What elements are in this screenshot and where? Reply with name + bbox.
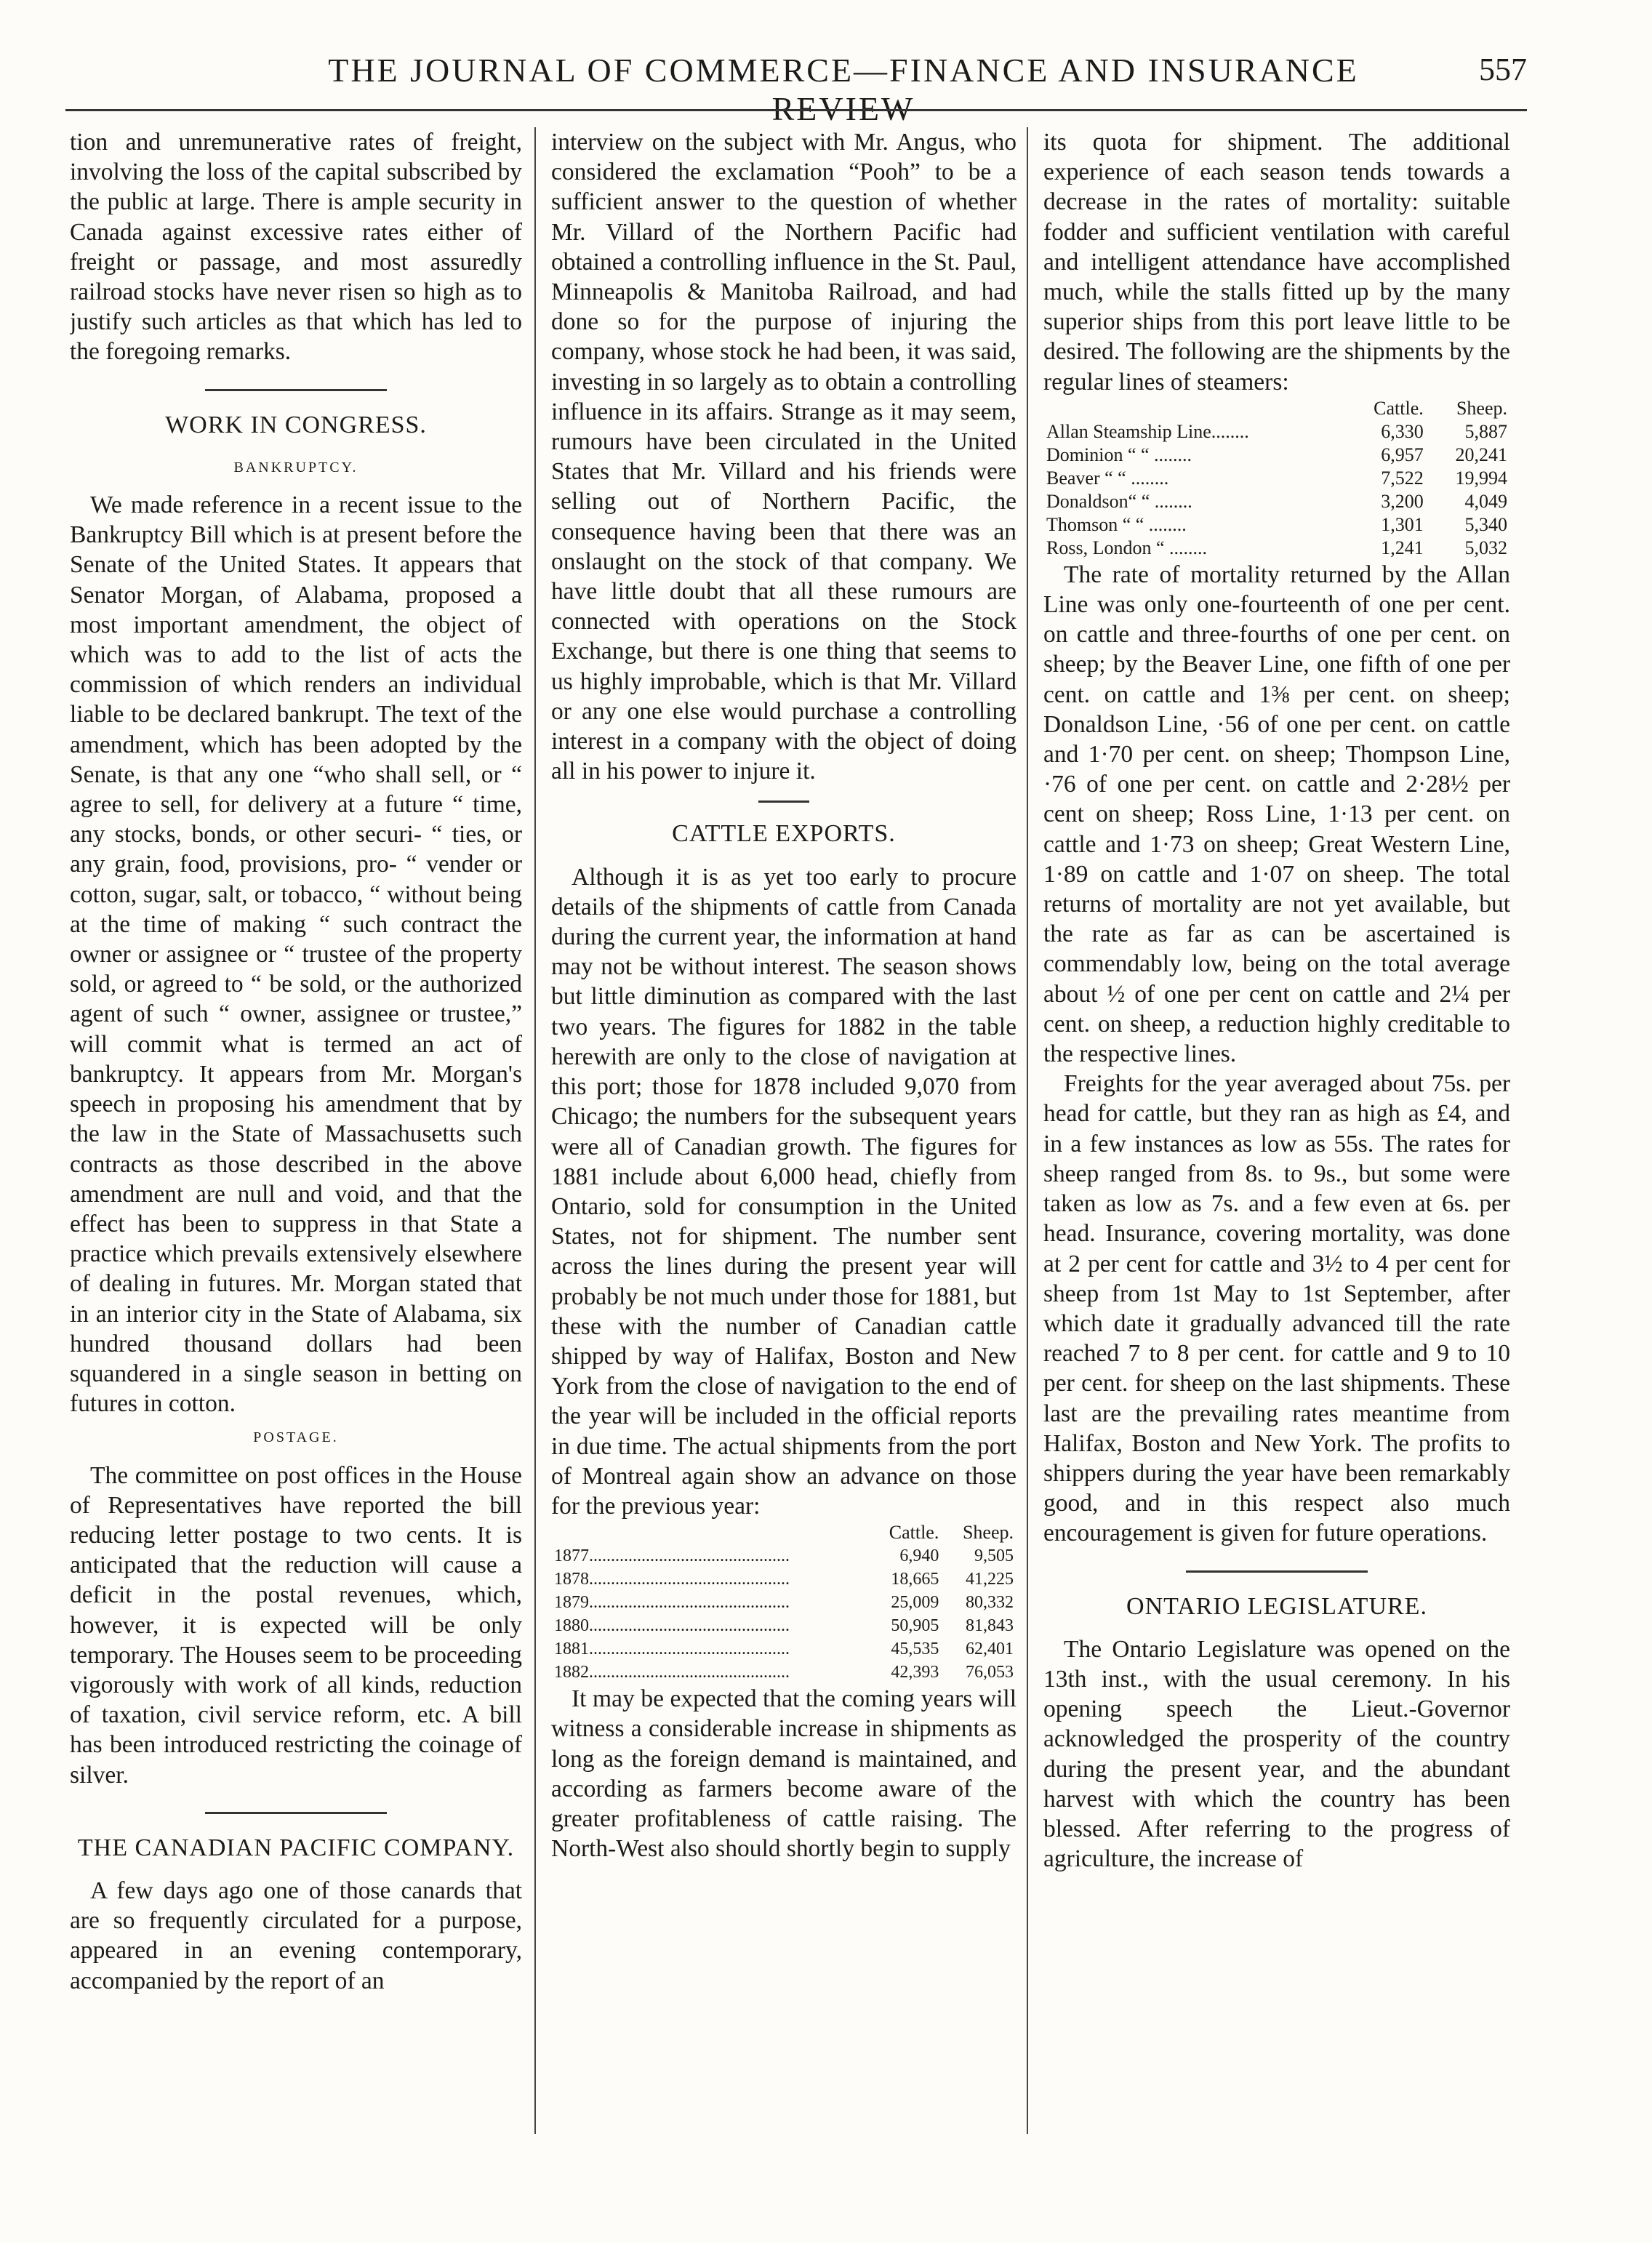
sheep-cell: 62,401 bbox=[966, 1640, 1014, 1659]
cattle-cell: 6,957 bbox=[1381, 444, 1424, 465]
line-name-cell: Donaldson“ “ ........ bbox=[1046, 490, 1192, 512]
table-header-row bbox=[1043, 397, 1510, 420]
table-row bbox=[1043, 420, 1510, 444]
section-separator bbox=[758, 801, 809, 803]
cattle-cell: 42,393 bbox=[891, 1663, 939, 1682]
sheep-cell: 20,241 bbox=[1455, 444, 1507, 465]
year-cell: 1880.............................................. bbox=[554, 1616, 790, 1636]
cattle-cell: 6,940 bbox=[899, 1546, 939, 1566]
year-cell: 1882.............................................. bbox=[554, 1663, 790, 1682]
year-cell: 1881.............................................. bbox=[554, 1640, 790, 1659]
table-row bbox=[551, 1591, 1017, 1614]
cattle-cell: 18,665 bbox=[891, 1570, 939, 1589]
sheep-cell: 5,887 bbox=[1464, 420, 1507, 442]
table-row bbox=[1043, 513, 1510, 537]
table-row bbox=[1043, 490, 1510, 513]
cattle-continued-paragraph: its quota for shipment. The additional experience of each season tends towards a decrease in the rates of mortality: suitable fodder and sufficient ventilation with careful and intelligent attendance have accomplished much, while the stalls fitted up by the many superior ships from this port leave little to be desired. The following are the shipments by the regular lines of steamers: bbox=[1043, 129, 1510, 396]
column-2 bbox=[551, 127, 1017, 2192]
canadian-pacific-heading: THE CANADIAN PACIFIC COMPANY. bbox=[77, 1834, 515, 1861]
column-1 bbox=[70, 127, 522, 2192]
sheep-column-header: Sheep. bbox=[962, 1522, 1014, 1544]
after-table-paragraph: It may be expected that the coming years will witness a considerable increase in shipments as long as the foreign demand is maintained, and according as farmers become aware of the greater profitableness of cattle raising. The North-West also should shortly begin to supply bbox=[551, 1685, 1017, 1863]
steamship-lines-table bbox=[1043, 397, 1510, 560]
bankruptcy-paragraph: We made reference in a recent issue to the Bankruptcy Bill which is at present before the Senate of the United States. It appears that Senator Morgan, of Alabama, proposed a most important amendment, the object of which was to add to the list of acts the commission of which renders an individual liable to be declared bankrupt. The text of the amendment, which has been adopted by the Senate, is that any one “who shall sell, or “ agree to sell, for delivery at a future “ time, any stocks, bonds, or other securi- “ ties, or any grain, food, provisions, pro- “ vender or cotton, sugar, salt, or tobacco, “ without being at the time of making “ such contract the owner or assignee or “ trustee of the property sold, or agreed to “ be sold, or the authorized agent of such “ owner, assignee or trustee,” will commit what is termed an act of bankruptcy. It appears from Mr. Morgan's speech in proposing his amendment that by the law in the State of Massachusetts such contracts as those described in the above amendment are null and void, and that the effect has been to suppress in that State a practice which prevails extensively elsewhere of dealing in futures. Mr. Morgan stated that in an interior city in the State of Alabama, six hundred thousand dollars had been squandered in a single season in betting on futures in cotton. bbox=[70, 491, 522, 1418]
line-name-cell: Allan Steamship Line........ bbox=[1046, 420, 1249, 442]
sheep-cell: 19,994 bbox=[1455, 467, 1507, 489]
cattle-cell: 1,301 bbox=[1381, 513, 1424, 535]
line-name-cell: Dominion “ “ ........ bbox=[1046, 444, 1192, 465]
postage-subheading: POSTAGE. bbox=[253, 1429, 339, 1446]
table-row bbox=[1043, 537, 1510, 560]
table-row bbox=[551, 1661, 1017, 1684]
header-rule bbox=[65, 109, 1527, 111]
cattle-cell: 25,009 bbox=[891, 1593, 939, 1613]
sheep-cell: 9,505 bbox=[974, 1546, 1014, 1566]
cattle-exports-heading: CATTLE EXPORTS. bbox=[672, 820, 896, 848]
sheep-cell: 41,225 bbox=[966, 1570, 1014, 1589]
sheep-cell: 80,332 bbox=[966, 1593, 1014, 1613]
journal-title: THE JOURNAL OF COMMERCE—FINANCE AND INSURANCE REVIEW bbox=[328, 52, 1359, 127]
intro-paragraph: tion and unremunerative rates of freight, involving the loss of the capital subscribed by the public at large. There is ample security in Canada against excessive rates either of freight or passage, and most assuredly railroad stocks have never risen so high as to justify such articles as that which has led to the foregoing remarks. bbox=[70, 129, 522, 366]
table-row bbox=[551, 1614, 1017, 1637]
line-name-cell: Ross, London “ ........ bbox=[1046, 537, 1207, 558]
page-header bbox=[65, 51, 1527, 127]
cattle-cell: 6,330 bbox=[1381, 420, 1424, 442]
line-column-header bbox=[1043, 397, 1346, 420]
column-divider-2 bbox=[1027, 127, 1028, 2134]
cattle-cell: 7,522 bbox=[1381, 467, 1424, 489]
sheep-column-header: Sheep. bbox=[1456, 397, 1507, 419]
year-column-header bbox=[551, 1521, 869, 1544]
work-in-congress-heading: WORK IN CONGRESS. bbox=[165, 411, 427, 438]
bankruptcy-subheading: BANKRUPTCY. bbox=[233, 459, 358, 476]
ontario-legislature-paragraph: The Ontario Legislature was opened on the 13th inst., with the usual ceremony. In his opening speech the Lieut.-Governor acknowledged the prosperity of the country during the present year, and the abundant harvest with which the country has been blessed. After referring to the progress of agriculture, the increase of bbox=[1043, 1635, 1510, 1873]
ontario-legislature-heading: ONTARIO LEGISLATURE. bbox=[1126, 1592, 1427, 1620]
cattle-column-header: Cattle. bbox=[1374, 397, 1424, 419]
sheep-cell: 5,032 bbox=[1464, 537, 1507, 558]
cattle-exports-paragraph: Although it is as yet too early to procure details of the shipments of cattle from Canada during the current year, the information at hand may not be without interest. The season shows but little diminution as compared with the last two years. The figures for 1882 in the table herewith are only to the close of navigation at this port; those for 1878 included 9,070 from Chicago; the numbers for the subsequent years were all of Canadian growth. The figures for 1881 include about 6,000 head, chiefly from Ontario, sold for consumption in the United States, not for shipment. The number sent across the lines during the present year will probably be not much under those for 1881, but these with the number of Canadian cattle shipped by way of Halifax, Boston and New York from the close of navigation to the end of the year will be included in the official reports in due time. The actual shipments from the port of Montreal again show an advance on those for the previous year: bbox=[551, 863, 1017, 1520]
page-number: 557 bbox=[1479, 52, 1527, 87]
year-cell: 1877.............................................. bbox=[554, 1546, 790, 1566]
column-3 bbox=[1043, 127, 1510, 2192]
table-header-row bbox=[551, 1521, 1017, 1544]
freights-paragraph: Freights for the year averaged about 75s. per head for cattle, but they ran as high as £4, and in a few instances as low as 55s. The rates for sheep ranged from 8s. to 9s., but some were taken as low as 7s. and a few even at 6s. per head. Insurance, covering mortality, was done at 2 per cent for cattle and 3½ to 4 per cent for sheep from 1st May to 1st September, after which date it gradually advanced till the rate reached 7 to 8 per cent. for cattle and 9 to 10 per cent. for sheep on the last shipments. These last are the prevailing rates meantime from Halifax, Boston and New York. The profits to shippers during the year have been remarkably good, and in this respect also much encouragement is given for future operations. bbox=[1043, 1070, 1510, 1547]
table-row bbox=[1043, 444, 1510, 467]
sheep-cell: 81,843 bbox=[966, 1616, 1014, 1636]
year-cell: 1879.............................................. bbox=[554, 1593, 790, 1613]
sheep-cell: 76,053 bbox=[966, 1663, 1014, 1682]
section-separator bbox=[205, 389, 387, 391]
section-separator bbox=[1186, 1570, 1368, 1573]
cattle-cell: 1,241 bbox=[1381, 537, 1424, 558]
cattle-cell: 45,535 bbox=[891, 1640, 939, 1659]
cattle-cell: 50,905 bbox=[891, 1616, 939, 1636]
section-separator bbox=[205, 1812, 387, 1814]
table-row bbox=[551, 1637, 1017, 1661]
year-cell: 1878.............................................. bbox=[554, 1570, 790, 1589]
cattle-cell: 3,200 bbox=[1381, 490, 1424, 512]
cattle-column-header: Cattle. bbox=[889, 1522, 939, 1544]
line-name-cell: Thomson “ “ ........ bbox=[1046, 513, 1187, 535]
column-divider-1 bbox=[534, 127, 536, 2134]
table-row bbox=[551, 1568, 1017, 1591]
postage-paragraph: The committee on post offices in the House of Representatives have reported the bill reducing letter postage to two cents. It is anticipated that the reduction will cause a deficit in the postal revenues, which, however, it is expected will be only temporary. The Houses seem to be proceeding vigorously with work of all kinds, reduction of taxation, civil service reform, etc. A bill has been introduced restricting the coinage of silver. bbox=[70, 1461, 522, 1789]
shipments-by-year-table bbox=[551, 1521, 1017, 1684]
mortality-paragraph: The rate of mortality returned by the Allan Line was only one-fourteenth of one per cent. on cattle and three-fourths of one per cent. on sheep; by the Beaver Line, one fifth of one per cent. on cattle and 1⅜ per cent. on sheep; Donaldson Line, ·56 of one per cent. on cattle and 1·70 per cent. on sheep; Thompson Line, ·76 of one per cent. on cattle and 2·28½ per cent on sheep; Ross Line, 1·13 per cent. on cattle and 1·73 on sheep; Great Western Line, 1·89 on cattle and 1·07 on sheep. The total returns of mortality are not yet available, but the rate as far as can be ascertained is commendably low, being on the total average about ½ of one per cent on cattle and 2¼ per cent. on sheep, a reduction highly creditable to the respective lines. bbox=[1043, 561, 1510, 1068]
table-row bbox=[1043, 467, 1510, 490]
table-row bbox=[551, 1544, 1017, 1568]
canadian-pacific-paragraph: A few days ago one of those canards that are so frequently circulated for a purpose, appeared in an evening contemporary, accompanied by the report of an bbox=[70, 1877, 522, 1994]
canadian-pacific-continued: interview on the subject with Mr. Angus, who considered the exclamation “Pooh” to be a sufficient answer to the question of whether Mr. Villard of the Northern Pacific had obtained a controlling influence in the St. Paul, Minneapolis & Manitoba Railroad, and had done so for the purpose of injuring the company, whose stock he had been, it was said, investing in so largely as to obtain a controlling influence in its affairs. Strange as it may seem, rumours have been circulated in the United States that Mr. Villard and his friends were selling out of Northern Pacific, the consequence having been that there was an onslaught on the stock of that company. We have little doubt that all these rumours are connected with operations on the Stock Exchange, but there is one thing that seems to us highly improbable, which is that Mr. Villard or any one else would purchase a controlling interest in a company with the object of doing all in his power to injure it. bbox=[551, 129, 1017, 785]
sheep-cell: 5,340 bbox=[1464, 513, 1507, 535]
line-name-cell: Beaver “ “ ........ bbox=[1046, 467, 1169, 489]
sheep-cell: 4,049 bbox=[1464, 490, 1507, 512]
